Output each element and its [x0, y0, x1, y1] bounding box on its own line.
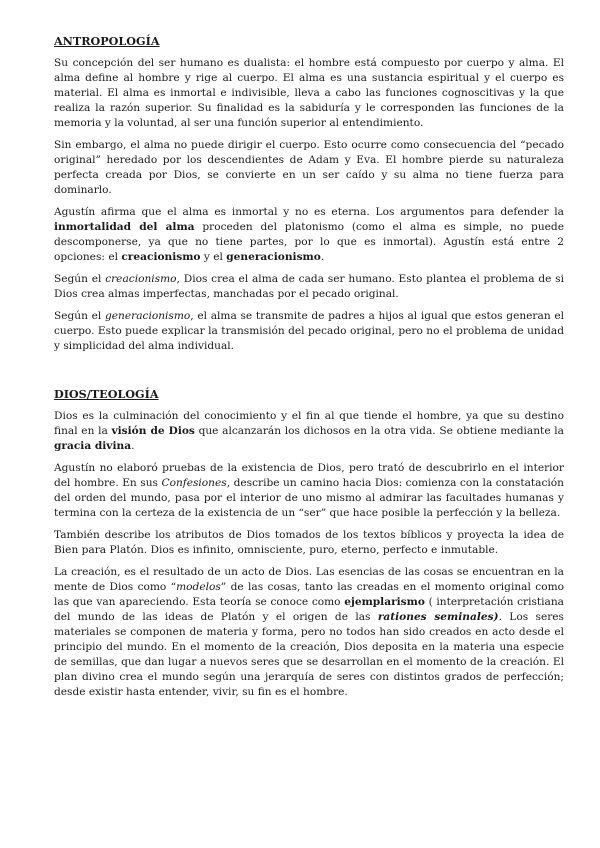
text-run: Según el — [54, 273, 106, 285]
bold-term-gracia-divina: gracia divina — [54, 440, 132, 452]
italic-term-confesiones: Confesiones — [161, 477, 227, 489]
text-run: . — [320, 251, 325, 263]
section-heading-teologia: DIOS/TEOLOGÍA — [54, 387, 159, 401]
text-run: , Dios crea el alma de cada ser humano. Esto plantea el problema de si Dios crea almas imperfectas, manchadas por el pecado original. — [54, 273, 564, 300]
text-run: Según el — [54, 310, 105, 322]
paragraph-inmortalidad — [54, 205, 564, 265]
text-run: Dios es la culminación del conocimiento y el fin al que tiende el hombre, ya que su destino final en la — [54, 410, 564, 437]
text-run: Agustín no elaboró pruebas de la existencia de Dios, pero trató de descubrirlo en el interior del hombre. En sus — [54, 462, 564, 489]
text-run: ” de las cosas, tanto las creadas en el momento original como las que van apareciendo. Esta teoría se conoce como — [54, 581, 564, 608]
text-run: , describe un camino hacia Dios: comienza con la constatación del orden del mundo, pasa por el interior de uno mismo al admirar las facultades humanas y termina con la certeza de la existencia de un “ser” que hace posible la perfección y la belleza. — [54, 477, 565, 519]
bold-italic-term-rationes-seminales: rationes seminales) — [377, 611, 499, 623]
text-run: . Los seres materiales se componen de materia y forma, pero no todos han sido creados en acto desde el principio del mundo. En el momento de la creación, Dios deposita en la materia una especie de semillas, que dan lugar a nuevos seres que se desarrollan en el momento de la creación. El plan divino crea el mundo según una jerarquía de seres con distintos grados de perfección; desde existir hasta entender, vivir, su fin es el hombre. — [54, 611, 564, 698]
text-run: . — [131, 440, 135, 452]
document-page — [54, 34, 564, 707]
bold-term-ejemplarismo: ejemplarismo — [344, 596, 425, 608]
italic-term-generacionismo: generacionismo — [105, 310, 191, 322]
paragraph-generacionismo — [54, 309, 564, 354]
paragraph-camino-hacia-dios — [54, 461, 564, 521]
bold-term-vision-de-dios: visión de Dios — [111, 425, 195, 437]
section-heading-antropologia: ANTROPOLOGÍA — [54, 34, 160, 48]
bold-term-creacionismo: creacionismo — [121, 251, 201, 263]
paragraph-creacionismo — [54, 272, 564, 302]
text-run: La creación, es el resultado de un acto de Dios. Las esencias de las cosas se encuentran en la mente de Dios como “ — [54, 566, 564, 593]
text-run: proceden del platonismo (como el alma es simple, no puede descomponerse, ya que no tiene partes, por lo que es inmortal). Agustín está entre 2 opciones: el — [54, 221, 564, 263]
text-run: Agustín afirma que el alma es inmortal y no es eterna. Los argumentos para defender la — [54, 206, 564, 218]
text-run: ( interpretación cristiana del mundo de las ideas de Platón y el origen de las — [54, 596, 564, 623]
paragraph-creacion — [54, 565, 564, 700]
italic-term-modelos: modelos — [176, 581, 221, 593]
text-run: y el — [200, 251, 227, 263]
bold-term-inmortalidad: inmortalidad del alma — [54, 221, 195, 233]
text-run: , el alma se transmite de padres a hijos al igual que estos generan el cuerpo. Esto puede explicar la transmisión del pecado original, pero no el problema de unidad y simplicidad del alma individual. — [54, 310, 564, 352]
paragraph-culminacion — [54, 409, 564, 454]
paragraph-pecado-original: Sin embargo, el alma no puede dirigir el cuerpo. Esto ocurre como consecuencia del “pecado original” heredado por los descendientes de Adam y Eva. El hombre pierde su naturaleza perfecta creada por Dios, se convierte en un ser caído y su alma no tiene fuerza para dominarlo. — [54, 139, 564, 196]
section-spacer — [54, 361, 564, 387]
bold-term-generacionismo: generacionismo — [226, 251, 321, 263]
italic-term-creacionismo: creacionismo — [105, 273, 177, 285]
text-run: que alcanzarán los dichosos en la otra vida. Se obtiene mediante la — [194, 425, 564, 437]
paragraph-dualismo: Su concepción del ser humano es dualista: el hombre está compuesto por cuerpo y alma. El alma define al hombre y rige al cuerpo. El alma es una sustancia espiritual y el cuerpo es material. El alma es inmortal e indivisible, lleva a cabo las funciones cognoscitivas y la que realiza la razón superior. Su finalidad es la sabiduría y le corresponden las funciones de la memoria y la voluntad, al ser una función superior al entendimiento. — [54, 57, 564, 129]
paragraph-atributos: También describe los atributos de Dios tomados de los textos bíblicos y proyecta la idea de Bien para Platón. Dios es infinito, omnisciente, puro, eterno, perfecto e inmutable. — [54, 529, 564, 556]
